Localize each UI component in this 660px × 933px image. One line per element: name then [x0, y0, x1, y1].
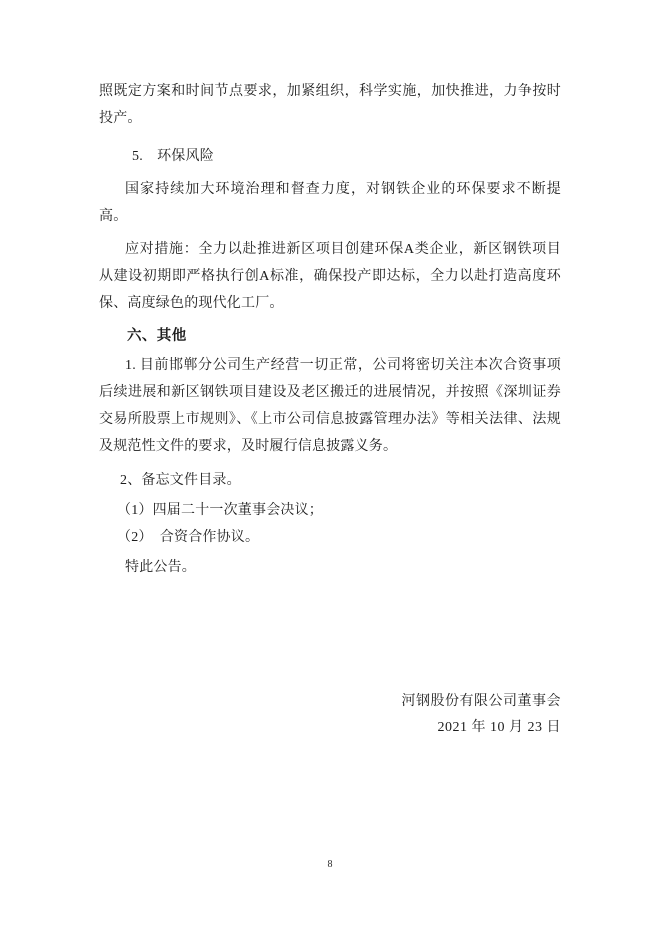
signature-block: [99, 689, 561, 741]
risk-item-5-heading: 5. 环保风险: [132, 149, 214, 164]
closing-statement: 特此公告。: [125, 560, 196, 575]
memo-document-2: （2） 合资合作协议。: [117, 530, 260, 545]
other-section-item-2: 2、备忘文件目录。: [120, 473, 241, 488]
signature-date: 2021 年 10 月 23 日: [437, 720, 561, 735]
other-section-item-1: 1. 目前邯郸分公司生产经营一切正常，公司将密切关注本次合资事项后续进展和新区钢铁项目建设及老区搬迁的进展情况，并按照《深圳证券交易所股票上市规则》、《上市公司信息披露管理办法》等相关法律、法规及规范性文件的要求，及时履行信息披露义务。: [99, 358, 561, 454]
document-body: [99, 78, 561, 581]
section-heading-other: 六、其他: [127, 328, 187, 344]
continuation-paragraph: 照既定方案和时间节点要求，加紧组织，科学实施，加快推进，力争按时投产。: [99, 84, 561, 126]
page-footer: [0, 856, 660, 872]
risk-item-5-description: 国家持续加大环境治理和督查力度，对钢铁企业的环保要求不断提高。: [99, 182, 561, 224]
risk-item-5-measures: 应对措施：全力以赴推进新区项目创建环保A类企业，新区钢铁项目从建设初期即严格执行创A标准，确保投产即达标，全力以赴打造高度环保、高度绿色的现代化工厂。: [99, 242, 561, 311]
page-number: 8: [327, 859, 333, 870]
signature-company: 河钢股份有限公司董事会: [401, 694, 561, 709]
memo-document-1: （1）四届二十一次董事会决议；: [117, 503, 323, 518]
